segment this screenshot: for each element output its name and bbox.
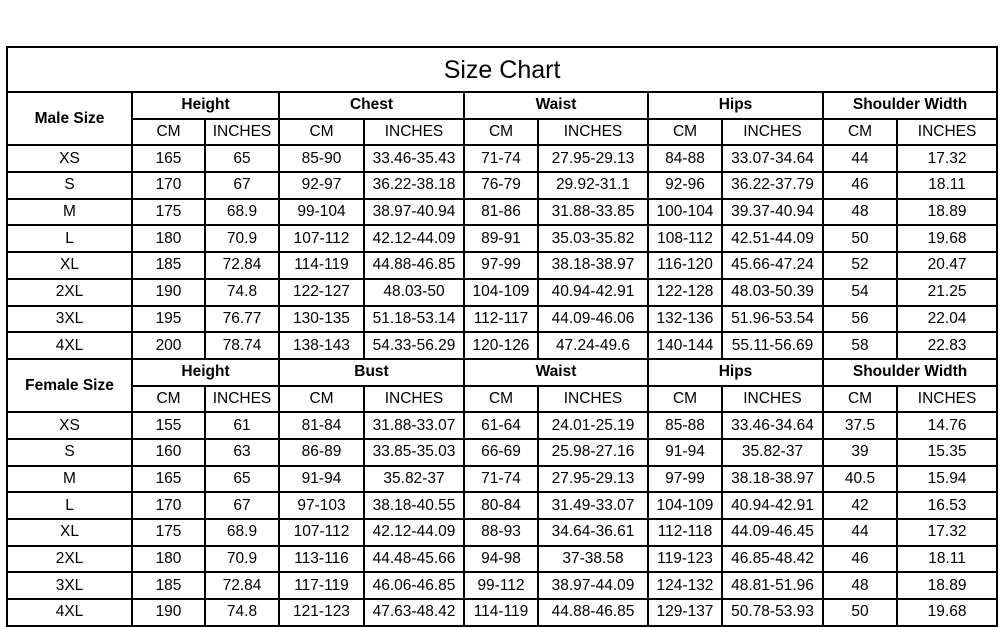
table-cell: 89-91 <box>464 225 538 252</box>
table-cell: 112-117 <box>464 306 538 333</box>
table-cell: 155 <box>132 412 205 439</box>
table-cell: 68.9 <box>205 519 279 546</box>
table-cell: 38.97-44.09 <box>538 572 648 599</box>
table-cell: 74.8 <box>205 599 279 626</box>
table-cell: 22.04 <box>897 306 997 333</box>
table-cell: 27.95-29.13 <box>538 466 648 493</box>
table-cell: 85-90 <box>279 145 364 172</box>
table-cell: 160 <box>132 439 205 466</box>
table-row <box>7 466 997 493</box>
unit-cm: CM <box>648 386 722 413</box>
table-cell: 185 <box>132 572 205 599</box>
table-cell: 120-126 <box>464 332 538 359</box>
table-row <box>7 145 997 172</box>
table-cell: 44.09-46.06 <box>538 306 648 333</box>
male-group-header: Chest <box>279 92 464 119</box>
table-cell: 36.22-37.79 <box>722 172 823 199</box>
table-cell: 44.09-46.45 <box>722 519 823 546</box>
table-cell: 108-112 <box>648 225 722 252</box>
table-cell: 24.01-25.19 <box>538 412 648 439</box>
unit-inches: INCHES <box>722 119 823 146</box>
table-cell: 180 <box>132 225 205 252</box>
unit-inches: INCHES <box>205 119 279 146</box>
table-cell: 17.32 <box>897 519 997 546</box>
table-cell: 85-88 <box>648 412 722 439</box>
table-cell: 190 <box>132 599 205 626</box>
table-cell: 114-119 <box>279 252 364 279</box>
table-cell: 71-74 <box>464 145 538 172</box>
unit-cm: CM <box>823 119 897 146</box>
table-cell: 114-119 <box>464 599 538 626</box>
table-cell: 21.25 <box>897 279 997 306</box>
female-units-row <box>7 386 997 413</box>
table-cell: 48.03-50.39 <box>722 279 823 306</box>
table-cell: 97-99 <box>648 466 722 493</box>
unit-inches: INCHES <box>538 386 648 413</box>
table-cell: 170 <box>132 492 205 519</box>
table-cell: 97-99 <box>464 252 538 279</box>
size-label: M <box>7 199 132 226</box>
table-cell: 180 <box>132 546 205 573</box>
table-cell: 44 <box>823 145 897 172</box>
table-cell: 56 <box>823 306 897 333</box>
table-cell: 72.84 <box>205 252 279 279</box>
table-cell: 54 <box>823 279 897 306</box>
table-cell: 38.18-38.97 <box>538 252 648 279</box>
table-cell: 132-136 <box>648 306 722 333</box>
female-group-header: Bust <box>279 359 464 386</box>
unit-cm: CM <box>823 386 897 413</box>
table-cell: 35.82-37 <box>722 439 823 466</box>
table-cell: 35.82-37 <box>364 466 464 493</box>
table-cell: 76-79 <box>464 172 538 199</box>
table-cell: 99-112 <box>464 572 538 599</box>
unit-cm: CM <box>464 119 538 146</box>
size-label: S <box>7 172 132 199</box>
table-cell: 44 <box>823 519 897 546</box>
unit-inches: INCHES <box>538 119 648 146</box>
table-cell: 15.94 <box>897 466 997 493</box>
female-group-header: Hips <box>648 359 823 386</box>
table-cell: 112-118 <box>648 519 722 546</box>
unit-inches: INCHES <box>722 386 823 413</box>
table-cell: 27.95-29.13 <box>538 145 648 172</box>
table-cell: 91-94 <box>279 466 364 493</box>
table-cell: 46 <box>823 546 897 573</box>
table-cell: 22.83 <box>897 332 997 359</box>
size-chart <box>6 46 996 621</box>
table-cell: 61 <box>205 412 279 439</box>
table-cell: 200 <box>132 332 205 359</box>
size-label: L <box>7 225 132 252</box>
table-cell: 33.85-35.03 <box>364 439 464 466</box>
table-cell: 37-38.58 <box>538 546 648 573</box>
size-label: L <box>7 492 132 519</box>
table-cell: 175 <box>132 519 205 546</box>
table-cell: 38.97-40.94 <box>364 199 464 226</box>
table-cell: 15.35 <box>897 439 997 466</box>
table-cell: 14.76 <box>897 412 997 439</box>
table-cell: 33.46-35.43 <box>364 145 464 172</box>
table-cell: 107-112 <box>279 519 364 546</box>
chart-title: Size Chart <box>7 47 997 92</box>
table-cell: 31.49-33.07 <box>538 492 648 519</box>
table-cell: 88-93 <box>464 519 538 546</box>
table-cell: 165 <box>132 466 205 493</box>
table-row <box>7 332 997 359</box>
table-cell: 45.66-47.24 <box>722 252 823 279</box>
table-cell: 124-132 <box>648 572 722 599</box>
unit-cm: CM <box>132 386 205 413</box>
table-row <box>7 519 997 546</box>
table-row <box>7 572 997 599</box>
table-cell: 165 <box>132 145 205 172</box>
table-cell: 58 <box>823 332 897 359</box>
table-cell: 81-86 <box>464 199 538 226</box>
table-cell: 130-135 <box>279 306 364 333</box>
size-label: 2XL <box>7 546 132 573</box>
table-cell: 65 <box>205 145 279 172</box>
table-cell: 100-104 <box>648 199 722 226</box>
table-cell: 92-96 <box>648 172 722 199</box>
table-cell: 104-109 <box>648 492 722 519</box>
size-label: XS <box>7 145 132 172</box>
table-cell: 138-143 <box>279 332 364 359</box>
table-cell: 48.03-50 <box>364 279 464 306</box>
male-group-header: Waist <box>464 92 648 119</box>
table-cell: 55.11-56.69 <box>722 332 823 359</box>
table-row <box>7 279 997 306</box>
table-cell: 92-97 <box>279 172 364 199</box>
table-cell: 94-98 <box>464 546 538 573</box>
male-group-header: Height <box>132 92 279 119</box>
table-cell: 34.64-36.61 <box>538 519 648 546</box>
table-cell: 113-116 <box>279 546 364 573</box>
table-cell: 47.24-49.6 <box>538 332 648 359</box>
table-cell: 91-94 <box>648 439 722 466</box>
table-cell: 65 <box>205 466 279 493</box>
table-cell: 63 <box>205 439 279 466</box>
male-group-header: Hips <box>648 92 823 119</box>
table-cell: 50 <box>823 225 897 252</box>
table-cell: 31.88-33.85 <box>538 199 648 226</box>
table-cell: 129-137 <box>648 599 722 626</box>
table-cell: 39.37-40.94 <box>722 199 823 226</box>
table-cell: 119-123 <box>648 546 722 573</box>
table-cell: 19.68 <box>897 225 997 252</box>
female-header-row <box>7 359 997 386</box>
table-row <box>7 172 997 199</box>
table-cell: 38.18-38.97 <box>722 466 823 493</box>
table-cell: 42.12-44.09 <box>364 225 464 252</box>
unit-cm: CM <box>279 386 364 413</box>
size-label: XL <box>7 519 132 546</box>
male-section-label: Male Size <box>7 92 132 145</box>
table-cell: 72.84 <box>205 572 279 599</box>
table-cell: 29.92-31.1 <box>538 172 648 199</box>
table-cell: 18.89 <box>897 572 997 599</box>
unit-inches: INCHES <box>205 386 279 413</box>
table-row <box>7 412 997 439</box>
male-units-row <box>7 119 997 146</box>
table-cell: 71-74 <box>464 466 538 493</box>
table-cell: 48 <box>823 199 897 226</box>
table-cell: 44.48-45.66 <box>364 546 464 573</box>
table-cell: 116-120 <box>648 252 722 279</box>
table-cell: 74.8 <box>205 279 279 306</box>
size-label: 2XL <box>7 279 132 306</box>
table-cell: 104-109 <box>464 279 538 306</box>
unit-inches: INCHES <box>364 119 464 146</box>
table-cell: 46.06-46.85 <box>364 572 464 599</box>
table-cell: 67 <box>205 172 279 199</box>
unit-cm: CM <box>279 119 364 146</box>
table-cell: 42.51-44.09 <box>722 225 823 252</box>
unit-cm: CM <box>648 119 722 146</box>
size-label: 3XL <box>7 306 132 333</box>
size-label: XS <box>7 412 132 439</box>
table-cell: 70.9 <box>205 225 279 252</box>
table-cell: 51.18-53.14 <box>364 306 464 333</box>
table-cell: 121-123 <box>279 599 364 626</box>
table-cell: 86-89 <box>279 439 364 466</box>
table-cell: 78.74 <box>205 332 279 359</box>
table-cell: 61-64 <box>464 412 538 439</box>
table-cell: 25.98-27.16 <box>538 439 648 466</box>
table-cell: 107-112 <box>279 225 364 252</box>
table-cell: 38.18-40.55 <box>364 492 464 519</box>
table-cell: 50 <box>823 599 897 626</box>
table-cell: 48.81-51.96 <box>722 572 823 599</box>
table-cell: 185 <box>132 252 205 279</box>
unit-inches: INCHES <box>897 119 997 146</box>
table-cell: 33.46-34.64 <box>722 412 823 439</box>
table-cell: 170 <box>132 172 205 199</box>
table-cell: 18.89 <box>897 199 997 226</box>
unit-inches: INCHES <box>364 386 464 413</box>
table-cell: 140-144 <box>648 332 722 359</box>
table-cell: 46.85-48.42 <box>722 546 823 573</box>
table-row <box>7 306 997 333</box>
size-label: S <box>7 439 132 466</box>
table-cell: 68.9 <box>205 199 279 226</box>
table-cell: 36.22-38.18 <box>364 172 464 199</box>
table-row <box>7 252 997 279</box>
table-row <box>7 225 997 252</box>
size-chart-table <box>6 46 998 627</box>
male-group-header: Shoulder Width <box>823 92 997 119</box>
table-cell: 33.07-34.64 <box>722 145 823 172</box>
size-label: 4XL <box>7 332 132 359</box>
table-cell: 117-119 <box>279 572 364 599</box>
size-label: 3XL <box>7 572 132 599</box>
male-header-row <box>7 92 997 119</box>
female-section-label: Female Size <box>7 359 132 412</box>
table-cell: 17.32 <box>897 145 997 172</box>
table-cell: 40.94-42.91 <box>722 492 823 519</box>
table-cell: 35.03-35.82 <box>538 225 648 252</box>
table-row <box>7 599 997 626</box>
table-cell: 84-88 <box>648 145 722 172</box>
table-cell: 48 <box>823 572 897 599</box>
table-cell: 18.11 <box>897 546 997 573</box>
female-group-header: Height <box>132 359 279 386</box>
size-label: XL <box>7 252 132 279</box>
table-cell: 18.11 <box>897 172 997 199</box>
unit-cm: CM <box>132 119 205 146</box>
table-cell: 67 <box>205 492 279 519</box>
table-cell: 44.88-46.85 <box>364 252 464 279</box>
table-cell: 37.5 <box>823 412 897 439</box>
size-label: 4XL <box>7 599 132 626</box>
table-cell: 122-127 <box>279 279 364 306</box>
table-cell: 16.53 <box>897 492 997 519</box>
female-group-header: Waist <box>464 359 648 386</box>
unit-cm: CM <box>464 386 538 413</box>
table-cell: 39 <box>823 439 897 466</box>
table-row <box>7 546 997 573</box>
table-cell: 19.68 <box>897 599 997 626</box>
table-row <box>7 439 997 466</box>
table-cell: 31.88-33.07 <box>364 412 464 439</box>
table-cell: 122-128 <box>648 279 722 306</box>
table-cell: 99-104 <box>279 199 364 226</box>
table-cell: 42.12-44.09 <box>364 519 464 546</box>
table-cell: 195 <box>132 306 205 333</box>
table-cell: 46 <box>823 172 897 199</box>
title-row <box>7 47 997 92</box>
table-cell: 70.9 <box>205 546 279 573</box>
table-cell: 50.78-53.93 <box>722 599 823 626</box>
table-cell: 66-69 <box>464 439 538 466</box>
size-label: M <box>7 466 132 493</box>
table-cell: 175 <box>132 199 205 226</box>
table-cell: 54.33-56.29 <box>364 332 464 359</box>
table-cell: 97-103 <box>279 492 364 519</box>
table-cell: 80-84 <box>464 492 538 519</box>
unit-inches: INCHES <box>897 386 997 413</box>
table-cell: 52 <box>823 252 897 279</box>
table-cell: 40.94-42.91 <box>538 279 648 306</box>
table-row <box>7 492 997 519</box>
table-cell: 81-84 <box>279 412 364 439</box>
table-cell: 51.96-53.54 <box>722 306 823 333</box>
table-cell: 190 <box>132 279 205 306</box>
table-row <box>7 199 997 226</box>
table-cell: 47.63-48.42 <box>364 599 464 626</box>
table-cell: 42 <box>823 492 897 519</box>
table-cell: 76.77 <box>205 306 279 333</box>
table-cell: 44.88-46.85 <box>538 599 648 626</box>
table-cell: 20.47 <box>897 252 997 279</box>
table-cell: 40.5 <box>823 466 897 493</box>
female-group-header: Shoulder Width <box>823 359 997 386</box>
